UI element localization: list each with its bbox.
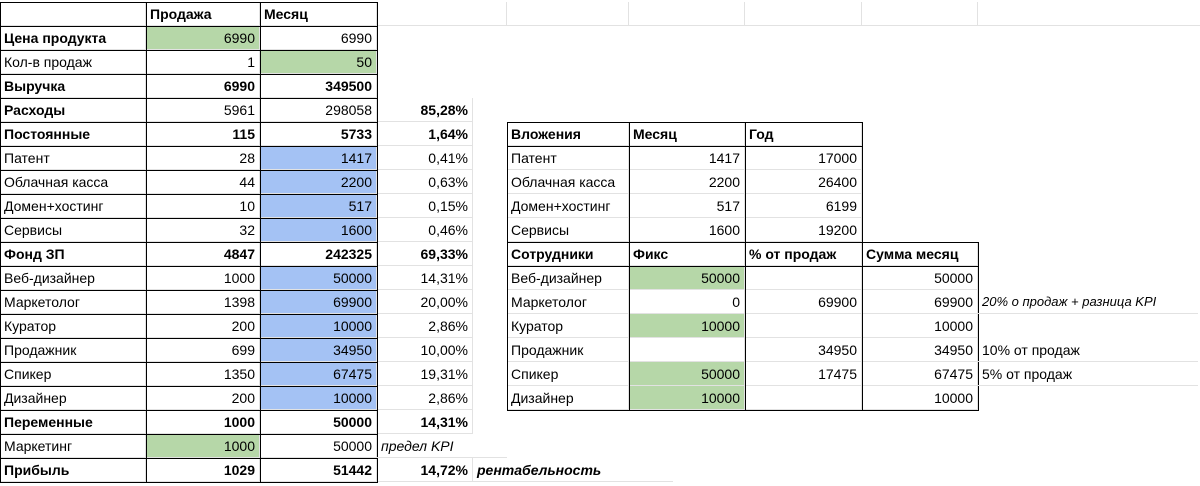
month-value[interactable]: 10000 <box>260 386 377 410</box>
sheet-row <box>0 314 1200 338</box>
inv-month[interactable]: 1417 <box>629 146 745 170</box>
sale-value[interactable]: 699 <box>146 338 260 362</box>
row-label[interactable]: Маркетинг <box>0 434 146 458</box>
row-label[interactable]: Выручка <box>0 74 146 98</box>
staff-total[interactable]: 10000 <box>862 314 978 338</box>
staff-percent[interactable]: 34950 <box>745 338 862 362</box>
month-value[interactable]: 34950 <box>260 338 377 362</box>
row-label[interactable]: Продажник <box>0 338 146 362</box>
empty-cell[interactable] <box>507 2 629 26</box>
staff-total[interactable]: 69900 <box>862 290 978 314</box>
staff-label[interactable]: Куратор <box>507 314 629 338</box>
sheet-row <box>0 74 1200 98</box>
staff-label[interactable]: Спикер <box>507 362 629 386</box>
staff-percent[interactable] <box>745 266 862 290</box>
inv-year[interactable]: 17000 <box>745 146 862 170</box>
staff-note[interactable]: 20% о продаж + разница KPI <box>978 290 1198 314</box>
percent-value[interactable]: 14,72% <box>377 458 473 482</box>
sale-value[interactable]: 1000 <box>146 434 260 458</box>
row-label[interactable]: Расходы <box>0 98 146 122</box>
staff-note[interactable]: 5% от продаж <box>978 362 1198 386</box>
sheet-row <box>0 266 1200 290</box>
sheet-row <box>0 458 1200 482</box>
staff-label[interactable]: Дизайнер <box>507 386 629 410</box>
header-inv-month[interactable]: Месяц <box>629 122 745 146</box>
sheet-row <box>0 146 1200 170</box>
month-value[interactable]: 349500 <box>260 74 377 98</box>
percent-value[interactable]: 85,28% <box>377 98 473 122</box>
row-label[interactable]: Постоянные <box>0 122 146 146</box>
month-value[interactable]: 6990 <box>260 26 377 50</box>
staff-total[interactable]: 50000 <box>862 266 978 290</box>
sheet-row <box>0 386 1200 410</box>
row-label[interactable]: Переменные <box>0 410 146 434</box>
month-value[interactable]: 2200 <box>260 170 377 194</box>
percent-value[interactable]: 0,46% <box>377 218 473 242</box>
header-sale[interactable]: Продажа <box>146 2 260 26</box>
inv-year[interactable]: 26400 <box>745 170 862 194</box>
row-label[interactable]: Куратор <box>0 314 146 338</box>
staff-total[interactable]: 34950 <box>862 338 978 362</box>
staff-label[interactable]: Маркетолог <box>507 290 629 314</box>
sheet-row <box>0 194 1200 218</box>
sale-value[interactable]: 5961 <box>146 98 260 122</box>
row-label[interactable]: Цена продукта <box>0 26 146 50</box>
sheet-row <box>0 26 1200 50</box>
staff-total[interactable]: 67475 <box>862 362 978 386</box>
month-value[interactable]: 10000 <box>260 314 377 338</box>
row-note[interactable]: предел KPI <box>377 434 507 458</box>
row-label[interactable]: Сервисы <box>0 218 146 242</box>
sale-value[interactable]: 1350 <box>146 362 260 386</box>
staff-label[interactable]: Продажник <box>507 338 629 362</box>
inv-month[interactable]: 517 <box>629 194 745 218</box>
header-inv-year[interactable]: Год <box>745 122 862 146</box>
sale-value[interactable]: 10 <box>146 194 260 218</box>
percent-value[interactable]: 14,31% <box>377 266 473 290</box>
percent-value[interactable]: 0,15% <box>377 194 473 218</box>
staff-note[interactable]: 10% от продаж <box>978 338 1198 362</box>
inv-label[interactable]: Сервисы <box>507 218 629 242</box>
sale-value[interactable]: 115 <box>146 122 260 146</box>
sale-value[interactable]: 1029 <box>146 458 260 482</box>
percent-value[interactable]: 69,33% <box>377 242 473 266</box>
month-value[interactable]: 69900 <box>260 290 377 314</box>
sheet-row <box>0 98 1200 122</box>
staff-fix[interactable]: 0 <box>629 290 745 314</box>
month-value[interactable]: 50000 <box>260 266 377 290</box>
staff-fix[interactable] <box>629 338 745 362</box>
empty-cell[interactable] <box>978 2 1200 26</box>
header-staff[interactable]: Сотрудники <box>507 242 629 266</box>
month-value[interactable]: 50000 <box>260 434 377 458</box>
percent-value[interactable]: 20,00% <box>377 290 473 314</box>
sale-value[interactable]: 32 <box>146 218 260 242</box>
month-value[interactable]: 50 <box>260 50 377 74</box>
percent-value[interactable]: 14,31% <box>377 410 473 434</box>
staff-fix[interactable]: 10000 <box>629 314 745 338</box>
sale-value[interactable]: 1000 <box>146 266 260 290</box>
staff-total[interactable]: 10000 <box>862 386 978 410</box>
sale-value[interactable]: 28 <box>146 146 260 170</box>
sale-value[interactable]: 44 <box>146 170 260 194</box>
staff-fix[interactable]: 10000 <box>629 386 745 410</box>
month-value[interactable]: 242325 <box>260 242 377 266</box>
month-value[interactable]: 1600 <box>260 218 377 242</box>
inv-month[interactable]: 1600 <box>629 218 745 242</box>
sale-value[interactable]: 200 <box>146 314 260 338</box>
staff-fix[interactable]: 50000 <box>629 362 745 386</box>
month-value[interactable]: 298058 <box>260 98 377 122</box>
header-percent-sales[interactable]: % от продаж <box>745 242 862 266</box>
staff-percent[interactable]: 69900 <box>745 290 862 314</box>
sheet-row <box>0 50 1200 74</box>
sheet-row <box>0 434 1200 458</box>
percent-value[interactable]: 0,41% <box>377 146 473 170</box>
inv-label[interactable]: Домен+хостинг <box>507 194 629 218</box>
sheet-row <box>0 338 1200 362</box>
empty-cell[interactable] <box>629 2 745 26</box>
sale-value[interactable]: 6990 <box>146 26 260 50</box>
sale-value[interactable]: 4847 <box>146 242 260 266</box>
sale-value[interactable]: 1000 <box>146 410 260 434</box>
percent-value[interactable]: 0,63% <box>377 170 473 194</box>
month-value[interactable]: 67475 <box>260 362 377 386</box>
percent-value[interactable]: 2,86% <box>377 386 473 410</box>
row-label[interactable]: Домен+хостинг <box>0 194 146 218</box>
row-label[interactable]: Прибыль <box>0 458 146 482</box>
row-label[interactable]: Облачная касса <box>0 170 146 194</box>
inv-label[interactable]: Облачная касса <box>507 170 629 194</box>
month-value[interactable]: 5733 <box>260 122 377 146</box>
empty-cell[interactable] <box>377 2 507 26</box>
sheet-row <box>0 170 1200 194</box>
staff-percent[interactable] <box>745 386 862 410</box>
sheet-row <box>0 242 1200 266</box>
percent-value[interactable]: 2,86% <box>377 314 473 338</box>
sheet-row <box>0 218 1200 242</box>
inv-year[interactable]: 19200 <box>745 218 862 242</box>
row-note[interactable]: рентабельность <box>473 458 673 482</box>
inv-month[interactable]: 2200 <box>629 170 745 194</box>
sheet-row <box>0 362 1200 386</box>
header-fix[interactable]: Фикс <box>629 242 745 266</box>
sale-value[interactable]: 1398 <box>146 290 260 314</box>
row-label[interactable]: Веб-дизайнер <box>0 266 146 290</box>
inv-year[interactable]: 6199 <box>745 194 862 218</box>
header-investments[interactable]: Вложения <box>507 122 629 146</box>
row-label[interactable]: Фонд ЗП <box>0 242 146 266</box>
inv-label[interactable]: Патент <box>507 146 629 170</box>
month-value[interactable]: 51442 <box>260 458 377 482</box>
month-value[interactable]: 517 <box>260 194 377 218</box>
sale-value[interactable]: 6990 <box>146 74 260 98</box>
month-value[interactable]: 50000 <box>260 410 377 434</box>
percent-value[interactable]: 1,64% <box>377 122 473 146</box>
staff-label[interactable]: Веб-дизайнер <box>507 266 629 290</box>
sale-value[interactable]: 1 <box>146 50 260 74</box>
row-label[interactable]: Спикер <box>0 362 146 386</box>
staff-percent[interactable] <box>745 314 862 338</box>
row-label[interactable]: Кол-в продаж <box>0 50 146 74</box>
row-label[interactable]: Дизайнер <box>0 386 146 410</box>
sheet-row <box>0 290 1200 314</box>
empty-cell[interactable] <box>745 2 862 26</box>
header-month-total[interactable]: Сумма месяц <box>862 242 978 266</box>
sheet-row <box>0 122 1200 146</box>
empty-cell[interactable] <box>862 2 978 26</box>
row-label[interactable]: Маркетолог <box>0 290 146 314</box>
sale-value[interactable]: 200 <box>146 386 260 410</box>
staff-percent[interactable]: 17475 <box>745 362 862 386</box>
cell-header-blank[interactable] <box>0 2 146 26</box>
row-label[interactable]: Патент <box>0 146 146 170</box>
percent-value[interactable]: 19,31% <box>377 362 473 386</box>
sheet-row <box>0 2 1200 26</box>
month-value[interactable]: 1417 <box>260 146 377 170</box>
header-month[interactable]: Месяц <box>260 2 377 26</box>
sheet-row <box>0 410 1200 434</box>
percent-value[interactable]: 10,00% <box>377 338 473 362</box>
staff-fix[interactable]: 50000 <box>629 266 745 290</box>
